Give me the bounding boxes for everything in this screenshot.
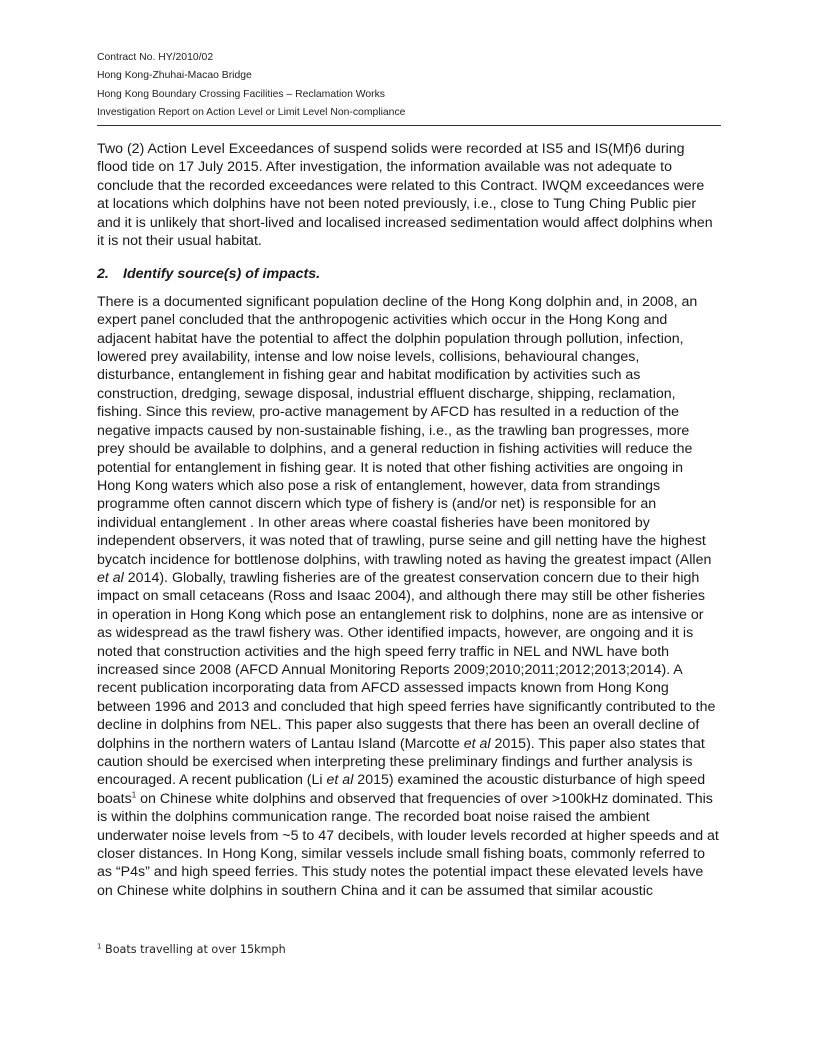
footnote-number: 1 <box>97 942 102 951</box>
impacts-text-3: 2015). This paper also states that caution should be exercised when interpreting these preliminary findings and further analysis is encouraged. A recent publication (Li <box>97 735 705 789</box>
impacts-paragraph <box>97 293 719 900</box>
section-title: Identify source(s) of impacts. <box>123 266 321 283</box>
et-al-2: et al <box>463 735 491 752</box>
page-header <box>97 49 721 126</box>
footnote-reference[interactable]: 1 <box>131 790 137 800</box>
footnote-text: Boats travelling at over 15kmph <box>105 943 286 956</box>
contract-number: Contract No. HY/2010/02 <box>97 52 214 63</box>
footnote <box>97 943 497 956</box>
impacts-text-5: on Chinese white dolphins and observed that frequencies of over >100kHz dominated. This is within the dolphins communication range. The recorded boat noise raised the ambient underwater noise levels from ~5 to 47 decibels, with louder levels recorded at higher speeds and at closer distances. In Hong Kong, similar vessels include small fishing boats, commonly referred to as “P4s” and high speed ferries. This study notes the potential impact these elevated levels have on Chinese white dolphins in southern China and it can be assumed that similar acoustic <box>97 790 719 899</box>
body-content <box>97 140 719 900</box>
et-al-1: et al <box>97 569 124 586</box>
works-name: Hong Kong Boundary Crossing Facilities – Reclamation Works <box>97 88 385 100</box>
impacts-text-1: There is a documented significant population decline of the Hong Kong dolphin and, in 2008, an expert panel concluded that the anthropogenic activities which occur in the Hong Kong and adjacent habitat have the potential to affect the dolphin population through pollution, infection, lowered prey availability, intense and low noise levels, collisions, behavioural changes, disturbance, entanglement in fishing gear and habitat modification by activities such as construction, dredging, sewage disposal, industrial effluent discharge, shipping, reclamation, fishing. Since this review, pro-active management by AFCD has resulted in a reduction of the negative impacts caused by non-sustainable fishing, i.e., as the trawling ban progresses, more prey should be available to dolphins, and a general reduction in fishing activities will reduce the potential for entanglement in fishing gear. It is noted that other fishing activities are ongoing in Hong Kong waters which also pose a risk of entanglement, however, data from strandings programme often cannot discern which type of fishery is (and/or net) is responsible for an individual entanglement . In other areas where coastal fisheries have been monitored by independent observers, it was noted that of trawling, purse seine and gill netting have the highest bycatch incidence for bottlenose dolphins, with trawling noted as having the greatest impact (Allen <box>97 293 712 568</box>
section-heading <box>97 265 719 283</box>
impacts-text-4: 2015) examined the acoustic disturbance of high speed boats <box>97 772 706 807</box>
et-al-3: et al <box>326 772 354 789</box>
intro-paragraph: Two (2) Action Level Exceedances of suspend solids were recorded at IS5 and IS(Mf)6 during flood tide on 17 July 2015. After investigation, the information available was not adequate to conclude that the recorded exceedances were related to this Contract. IWQM exceedances were at locations which dolphins have not been noted previously, i.e., close to Tung Ching Public pier and it is unlikely that short-lived and localised increased sedimentation would affect dolphins when it is not their usual habitat. <box>97 141 713 250</box>
section-number: 2. <box>97 266 109 283</box>
impacts-text-2: 2014). Globally, trawling fisheries are of the greatest conservation concern due to their high impact on small cetaceans (Ross and Isaac 2004), and although there may still be other fisheries in operation in Hong Kong which pose an entanglement risk to dolphins, none are as intensive or as widespread as the trawl fishery was. Other identified impacts, however, are ongoing and it is noted that construction activities and the high speed ferry traffic in NEL and NWL have both increased since 2008 (AFCD Annual Monitoring Reports 2009;2010;2011;2012;2013;2014). A recent publication incorporating data from AFCD assessed impacts known from Hong Kong between 1996 and 2013 and concluded that high speed ferries have significantly contributed to the decline in dolphins from NEL. This paper also suggests that there has been an overall decline of dolphins in the northern waters of Lantau Island (Marcotte <box>97 569 716 752</box>
report-title: Investigation Report on Action Level or Limit Level Non-compliance <box>97 107 406 119</box>
project-name: Hong Kong-Zhuhai-Macao Bridge <box>97 70 252 82</box>
